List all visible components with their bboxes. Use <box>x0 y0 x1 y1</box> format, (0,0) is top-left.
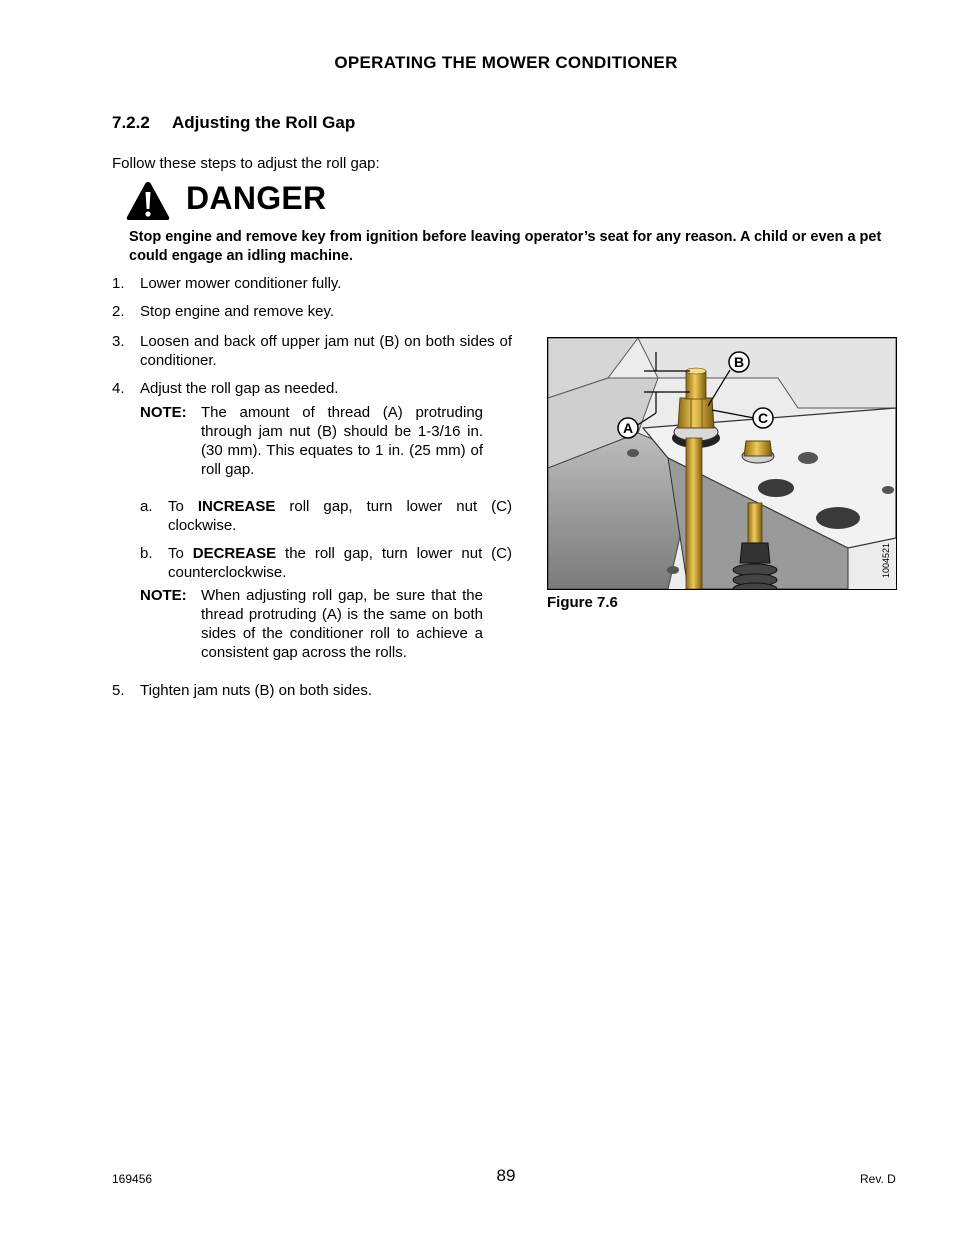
note-text: The amount of thread (A) protruding through jam nut (B) should be 1-3/16 in. (30 mm). This equates to 1 in. (25 mm) of roll gap. <box>201 404 483 478</box>
warning-triangle-icon <box>125 180 171 222</box>
step-text: Tighten jam nuts (B) on both sides. <box>140 682 373 699</box>
svg-text:B: B <box>733 354 745 370</box>
footer-page-number: 89 <box>496 1166 516 1185</box>
svg-text:C: C <box>757 410 769 426</box>
section-heading <box>112 113 355 133</box>
intro-text: Follow these steps to adjust the roll gap: <box>112 155 380 172</box>
substep-letter: b. <box>140 545 153 562</box>
callout-a <box>618 418 638 438</box>
step-number: 2. <box>112 303 125 320</box>
step-text: Loosen and back off upper jam nut (B) on both sides of conditioner. <box>140 333 512 369</box>
substep-emphasis: DECREASE <box>192 545 277 562</box>
footer-doc-number: 169456 <box>112 1172 153 1186</box>
substep-emphasis: INCREASE <box>197 498 276 515</box>
section-number: 7.2.2 <box>112 113 150 132</box>
step-number: 3. <box>112 333 125 350</box>
step-text: Lower mower conditioner fully. <box>140 275 342 292</box>
danger-message: Stop engine and remove key from ignition before leaving operator’s seat for any reason. A child or even a pet could engage an idling machine. <box>129 229 882 264</box>
step-text: Adjust the roll gap as needed. <box>140 380 339 397</box>
substep-text: To INCREASE roll gap, turn lower nut (C) clockwise. <box>168 498 512 534</box>
callout-c <box>753 408 773 428</box>
step-text: Stop engine and remove key. <box>140 303 335 320</box>
figure-caption: Figure 7.6 <box>547 594 618 611</box>
figure-image-id: 1004521 <box>881 542 891 578</box>
substep-text: To DECREASE the roll gap, turn lower nut (C) counterclockwise. <box>168 545 512 581</box>
callout-b <box>729 352 749 372</box>
page-header: OPERATING THE MOWER CONDITIONER <box>334 53 678 72</box>
step-number: 1. <box>112 275 125 292</box>
roll-gap-illustration <box>548 338 896 589</box>
danger-title: DANGER <box>186 180 327 216</box>
step-number: 4. <box>112 380 125 397</box>
note-label: NOTE: <box>140 404 187 421</box>
roll-gap-figure <box>547 337 897 590</box>
step-number: 5. <box>112 682 125 699</box>
svg-text:A: A <box>622 420 634 436</box>
note-text: When adjusting roll gap, be sure that the thread protruding (A) is the same on both sides of the conditioner roll to achieve a consistent gap across the rolls. <box>201 587 483 661</box>
substep-letter: a. <box>140 498 153 515</box>
section-title: Adjusting the Roll Gap <box>172 113 356 132</box>
note-label: NOTE: <box>140 587 187 604</box>
footer-revision: Rev. D <box>860 1172 896 1186</box>
